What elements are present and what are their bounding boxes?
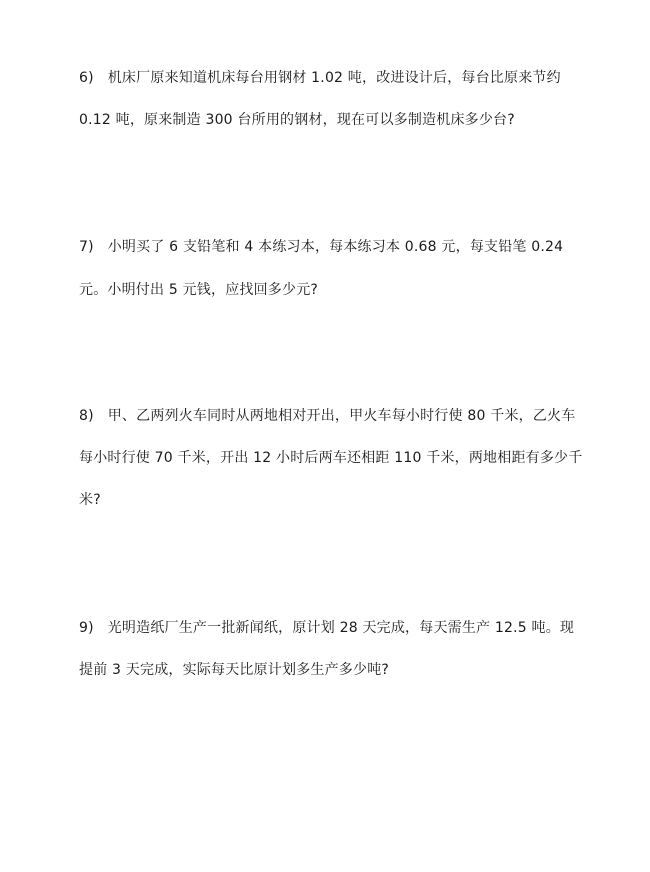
question-number: 9) [79,620,94,636]
question-9-line-1 [79,618,574,638]
question-8-line-3: 米? [79,492,101,508]
question-text: 小明买了 6 支铅笔和 4 本练习本，每本练习本 0.68 元，每支铅笔 0.24 [107,239,564,255]
question-text: 机床厂原来知道机床每台用钢材 1.02 吨，改进设计后，每台比原来节约 [107,70,561,86]
question-6-line-1 [79,68,561,88]
question-6-line-2: 0.12 吨，原来制造 300 台所用的钢材，现在可以多制造机床多少台? [79,112,515,128]
question-number: 6) [79,70,94,86]
question-9-line-2: 提前 3 天完成，实际每天比原计划多生产多少吨? [79,662,390,678]
question-8-line-1 [79,406,575,426]
question-7-line-1 [79,237,563,257]
question-text: 甲、乙两列火车同时从两地相对开出，甲火车每小时行使 80 千米，乙火车 [107,408,576,424]
question-8-line-2: 每小时行使 70 千米，开出 12 小时后两车还相距 110 千米，两地相距有多少千 [79,450,583,466]
question-number: 7) [79,239,94,255]
question-number: 8) [79,408,94,424]
question-7-line-2: 元。小明付出 5 元钱，应找回多少元? [79,282,319,298]
question-text: 光明造纸厂生产一批新闻纸，原计划 28 天完成，每天需生产 12.5 吨。现 [107,620,575,636]
